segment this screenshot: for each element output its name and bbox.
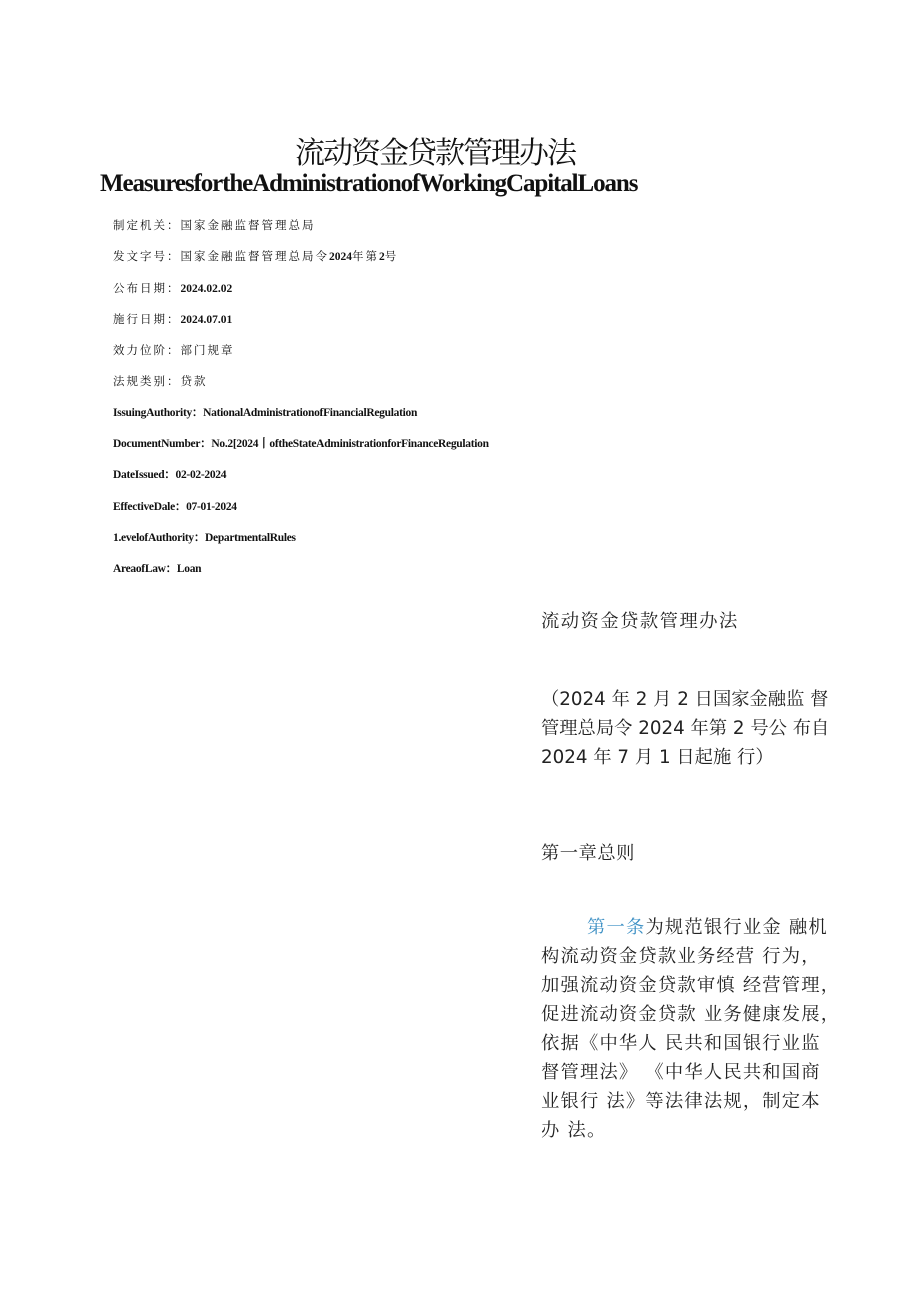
meta-label: DateIssued： xyxy=(113,469,176,482)
meta-level-of-authority-en xyxy=(113,526,553,557)
meta-area-of-law-en xyxy=(113,557,553,588)
meta-value-part: 年第 xyxy=(352,249,379,264)
meta-effective-date-en xyxy=(113,495,553,526)
article-label-link[interactable]: 第一条 xyxy=(587,917,646,938)
meta-value-end: 号 xyxy=(384,249,399,264)
meta-value: NationalAdministrationofFinancialRegulation xyxy=(203,406,418,419)
meta-document-number-en xyxy=(113,432,553,463)
meta-value: 部门规章 xyxy=(180,343,235,358)
meta-value: 国家金融监督管理总局令 xyxy=(180,249,329,264)
meta-value: 国家金融监督管理总局 xyxy=(180,218,316,232)
body-heading: 流动资金贷款管理办法 xyxy=(541,611,739,632)
meta-value: No.2[2024丨oftheStateAdministrationforFinanceRegulation xyxy=(211,438,489,451)
document-title-chinese: 流动资金贷款管理办法 xyxy=(295,136,575,171)
article-line: 依据《中华人 民共和国银行业监 xyxy=(541,1033,821,1054)
meta-value: DepartmentalRules xyxy=(205,531,296,544)
promulgation-line: 管理总局令 2024 年第 2 号公 布自 xyxy=(541,718,830,739)
meta-label: 发文字号： xyxy=(113,249,181,264)
meta-level-of-authority-cn xyxy=(113,338,553,369)
meta-label: EffectiveDale： xyxy=(113,500,187,513)
meta-label: 1.evelofAuthority： xyxy=(113,531,206,544)
meta-value: Loan xyxy=(176,563,202,576)
promulgation-line: 2024 年 7 月 1 日起施 行） xyxy=(541,747,774,768)
article-line: 督管理法》 《中华人民共和国商 xyxy=(541,1062,821,1083)
meta-value: 贷款 xyxy=(180,374,208,389)
meta-value: 07-01-2024 xyxy=(186,500,237,513)
article-line: 办 法。 xyxy=(541,1120,607,1141)
meta-value-number: 2 xyxy=(379,251,385,264)
article-text: 为规范银行业金 融机 xyxy=(645,917,828,938)
promulgation-note xyxy=(541,685,841,772)
article-line: 加强流动资金贷款审慎 经营管理， xyxy=(541,975,841,996)
meta-value: 02-02-2024 xyxy=(175,469,227,482)
article-first-line xyxy=(541,913,841,942)
meta-label: 施行日期： xyxy=(113,311,181,326)
meta-label: 制定机关： xyxy=(113,218,181,232)
meta-label: 法规类别： xyxy=(113,374,181,389)
meta-label: IssuingAuthority： xyxy=(113,406,204,419)
meta-document-number-cn xyxy=(113,244,553,275)
metadata-block xyxy=(113,213,553,589)
meta-date-issued-en xyxy=(113,463,553,494)
document-title-english: MeasuresfortheAdministrationofWorkingCapitalLoans xyxy=(100,170,638,197)
chapter-heading: 第一章总则 xyxy=(541,843,635,864)
meta-label: DocumentNumber： xyxy=(113,438,212,451)
meta-effective-date-cn xyxy=(113,307,553,338)
promulgation-line: （2024 年 2 月 2 日国家金融监 督 xyxy=(541,689,829,710)
meta-value: 2024.02.02 xyxy=(180,282,233,295)
meta-value-year: 2024 xyxy=(329,251,352,264)
meta-label: 公布日期： xyxy=(113,280,181,295)
meta-value: 2024.07.01 xyxy=(180,313,233,326)
meta-area-of-law-cn xyxy=(113,369,553,400)
meta-label: AreaofLaw： xyxy=(113,563,177,576)
meta-issuing-authority-en xyxy=(113,401,553,432)
article-1 xyxy=(541,913,841,1145)
meta-label: 效力位阶： xyxy=(113,343,181,358)
article-line: 促进流动资金贷款 业务健康发展， xyxy=(541,1004,841,1025)
article-line: 业银行 法》等法律法规，制定本 xyxy=(541,1091,821,1112)
article-line: 构流动资金贷款业务经营 行为， xyxy=(541,946,821,967)
meta-issuing-authority-cn xyxy=(113,213,553,244)
meta-date-issued-cn xyxy=(113,276,553,307)
